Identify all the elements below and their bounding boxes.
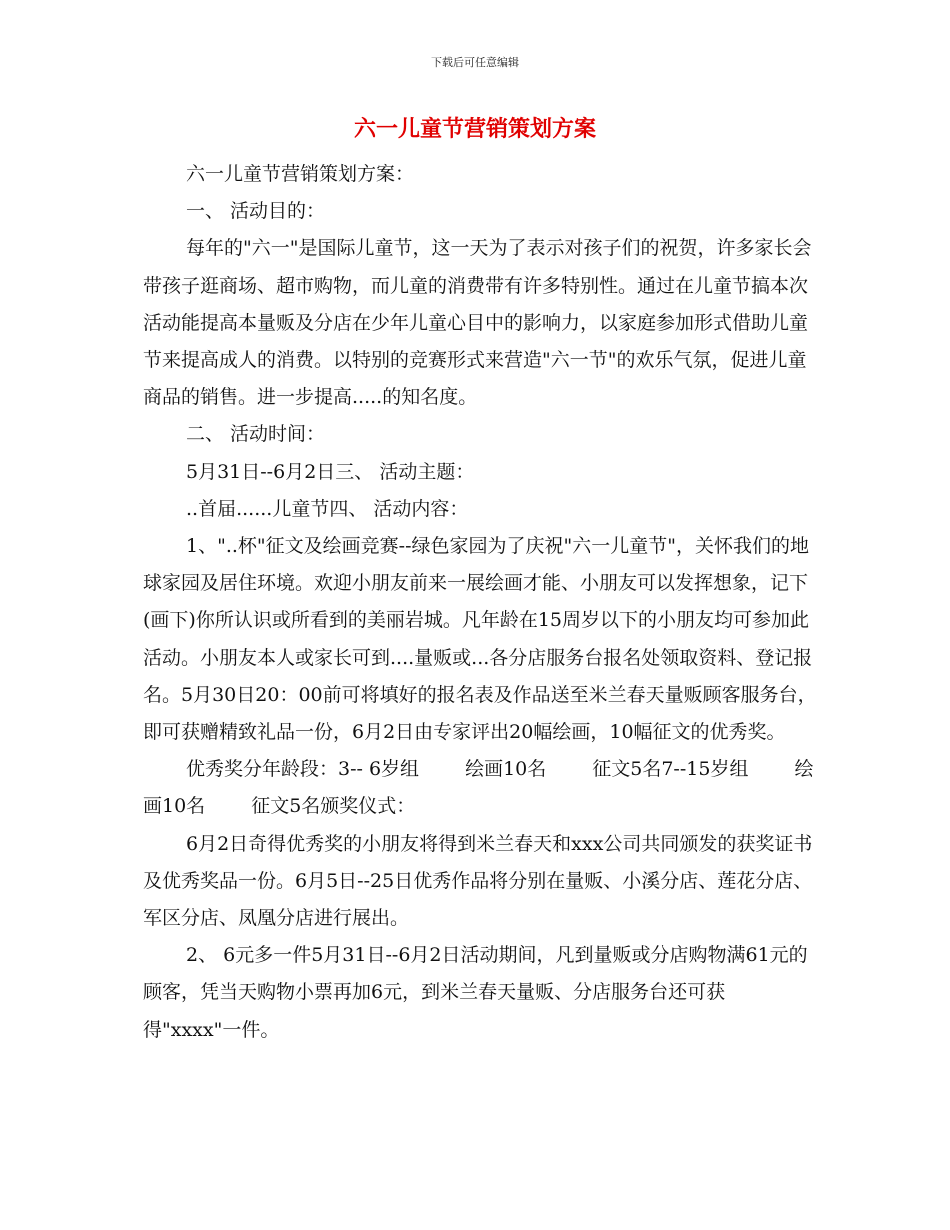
award-painting-count-1: 绘画10名 (465, 758, 547, 781)
paragraph-purpose: 每年的"六一"是国际儿童节，这一天为了表示对孩子们的祝贺，许多家长会带孩子逛商场、超市购物，而儿童的消费带有许多特别性。通过在儿童节搞本次活动能提高本量贩及分店在少年儿童心目中的影响力，以家庭参加形式借助儿童节来提高成人的消费。以特别的竞赛形式来营造"六一节"的欢乐气氛，促进儿童商品的销售。进一步提高.....的知名度。 (143, 237, 812, 409)
award-essay-age-group-2: 征文5名7--15岁组 (592, 758, 749, 781)
header-note: 下载后可任意编辑 (431, 56, 519, 69)
document-title: 六一儿童节营销策划方案 (353, 117, 596, 142)
paragraph-awards (143, 751, 818, 825)
paragraph-promo: 2、 6元多一件5月31日--6月2日活动期间，凡到量贩或分店购物满61元的顾客，凭当天购物小票再加6元，到米兰春天量贩、分店服务台还可获得"xxxx"一件。 (143, 944, 808, 1041)
paragraph-theme-content: ..首届......儿童节四、 活动内容： (186, 497, 469, 520)
award-age-group-1: 优秀奖分年龄段：3-- 6岁组 (186, 758, 420, 781)
section-heading-purpose: 一、 活动目的： (186, 200, 326, 223)
section-heading-time: 二、 活动时间： (186, 423, 326, 446)
paragraph-ceremony: 6月2日奇得优秀奖的小朋友将得到米兰春天和xxx公司共同颁发的获奖证书及优秀奖品一份。6月5日--25日优秀作品将分别在量贩、小溪分店、莲花分店、军区分店、凤凰分店进行展出。 (143, 832, 813, 930)
paragraph-time-theme: 5月31日--6月2日三、 活动主题： (186, 460, 475, 483)
paragraph-subtitle: 六一儿童节营销策划方案： (186, 163, 415, 185)
award-painting-count-2: 绘画10名 (143, 758, 814, 818)
paragraph-contest: 1、"..杯"征文及绘画竞赛--绿色家园为了庆祝"六一儿童节"，关怀我们的地球家园及居住环境。欢迎小朋友前来一展绘画才能、小朋友可以发挥想象，记下(画下)你所认识或所看到的美丽岩城。凡年龄在15周岁以下的小朋友均可参加此活动。小朋友本人或家长可到....量贩或...各分店服务台报名处领取资料、登记报名。5月30日20：00前可将填好的报名表及作品送至米兰春天量贩顾客服务台，即可获赠精致礼品一份，6月2日由专家评出20幅绘画，10幅征文的优秀奖。 (143, 535, 817, 744)
document-body (143, 156, 818, 1049)
award-essay-ceremony: 征文5名颁奖仪式： (251, 795, 416, 818)
